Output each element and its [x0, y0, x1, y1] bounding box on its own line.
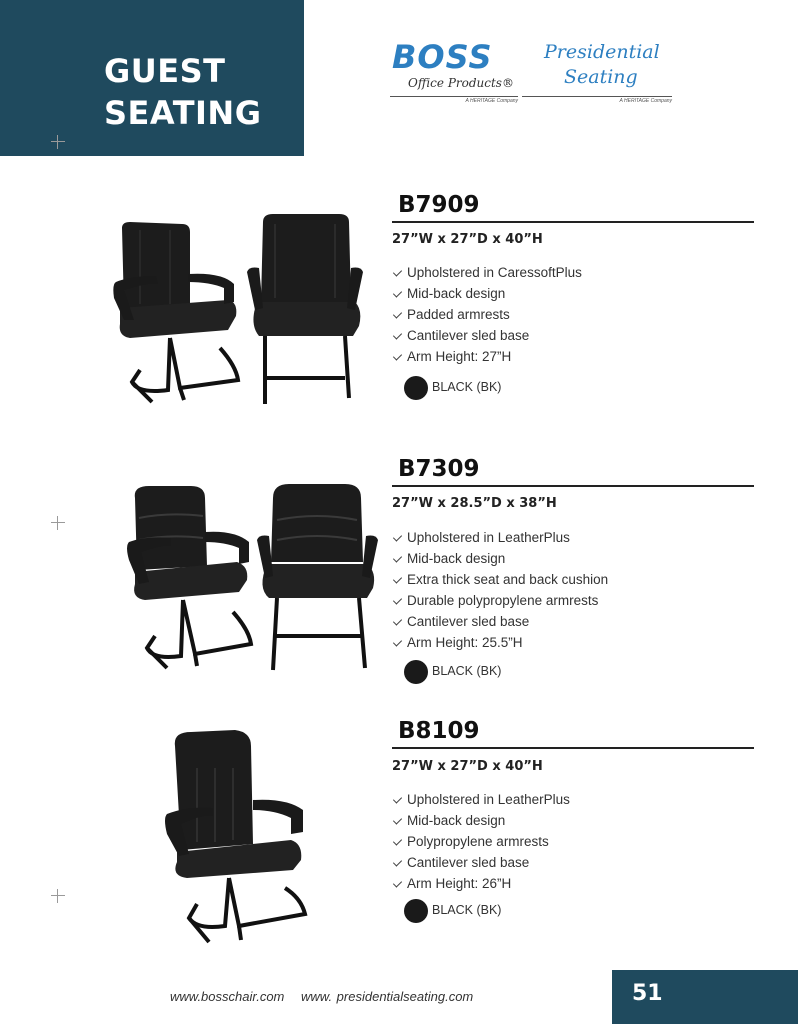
section-title	[104, 50, 261, 134]
color-swatch	[404, 376, 428, 400]
section-title-line1: GUEST	[104, 52, 226, 90]
dimensions: 27”W x 27”D x 40”H	[392, 759, 543, 774]
presidential-logo-rule	[522, 96, 672, 97]
feature-item: Upholstered in LeatherPlus	[392, 789, 570, 810]
chair-image-angled	[163, 728, 311, 946]
feature-item: Mid-back design	[392, 548, 608, 569]
dimensions: 27”W x 28.5”D x 38”H	[392, 496, 557, 511]
footer-urls	[170, 989, 485, 1004]
checkmark-icon	[392, 574, 406, 586]
boss-logo	[390, 38, 518, 104]
feature-item: Polypropylene armrests	[392, 831, 570, 852]
feature-item: Arm Height: 25.5”H	[392, 632, 608, 653]
presidential-logo-line2: Seating	[564, 66, 638, 88]
color-swatch	[404, 660, 428, 684]
feature-item: Extra thick seat and back cushion	[392, 569, 608, 590]
model-rule	[392, 485, 754, 487]
checkmark-icon	[392, 637, 406, 649]
checkmark-icon	[392, 794, 406, 806]
chair-image-angled	[125, 484, 255, 672]
feature-item: Padded armrests	[392, 304, 582, 325]
checkmark-icon	[392, 857, 406, 869]
color-label: BLACK (BK)	[432, 903, 502, 917]
feature-item: Cantilever sled base	[392, 611, 608, 632]
checkmark-icon	[392, 815, 406, 827]
checkmark-icon	[392, 532, 406, 544]
model-rule	[392, 221, 754, 223]
presidential-logo-tag: A HERITAGE Company	[619, 98, 672, 104]
boss-logo-tag: A HERITAGE Company	[465, 98, 518, 104]
model-number: B7909	[398, 192, 480, 218]
checkmark-icon	[392, 595, 406, 607]
checkmark-icon	[392, 553, 406, 565]
feature-item: Arm Height: 27”H	[392, 346, 582, 367]
feature-list	[392, 789, 570, 894]
footer-link-bosschair[interactable]: www.bosschair.com	[170, 989, 285, 1004]
dimensions: 27”W x 27”D x 40”H	[392, 232, 543, 247]
checkmark-icon	[392, 836, 406, 848]
color-label: BLACK (BK)	[432, 380, 502, 394]
footer-link-presidential[interactable]: www. presidentialseating.com	[301, 989, 474, 1004]
feature-item: Upholstered in CaressoftPlus	[392, 262, 582, 283]
chair-image-front	[255, 480, 380, 672]
checkmark-icon	[392, 267, 406, 279]
model-number: B7309	[398, 456, 480, 482]
crosshair-mark	[51, 516, 65, 530]
checkmark-icon	[392, 878, 406, 890]
presidential-logo	[522, 40, 672, 102]
checkmark-icon	[392, 616, 406, 628]
chair-image-front	[245, 210, 365, 405]
section-header-block	[0, 0, 304, 156]
model-rule	[392, 747, 754, 749]
crosshair-mark	[51, 889, 65, 903]
boss-logo-rule	[390, 96, 518, 97]
feature-item: Upholstered in LeatherPlus	[392, 527, 608, 548]
feature-item: Mid-back design	[392, 283, 582, 304]
boss-logo-wordmark: BOSS	[392, 38, 493, 76]
page-number-box	[612, 970, 798, 1024]
boss-logo-subtitle: Office Products®	[408, 76, 514, 90]
checkmark-icon	[392, 351, 406, 363]
chair-image-angled	[110, 220, 245, 406]
feature-item: Cantilever sled base	[392, 325, 582, 346]
feature-item: Mid-back design	[392, 810, 570, 831]
feature-item: Durable polypropylene armrests	[392, 590, 608, 611]
presidential-logo-line1: Presidential	[544, 41, 660, 63]
feature-list	[392, 527, 608, 653]
color-swatch	[404, 899, 428, 923]
crosshair-mark	[51, 135, 65, 149]
feature-item: Arm Height: 26”H	[392, 873, 570, 894]
color-label: BLACK (BK)	[432, 664, 502, 678]
page-number: 51	[632, 981, 663, 1006]
section-title-line2: SEATING	[104, 94, 262, 132]
feature-item: Cantilever sled base	[392, 852, 570, 873]
checkmark-icon	[392, 288, 406, 300]
feature-list	[392, 262, 582, 367]
checkmark-icon	[392, 309, 406, 321]
checkmark-icon	[392, 330, 406, 342]
model-number: B8109	[398, 718, 480, 744]
